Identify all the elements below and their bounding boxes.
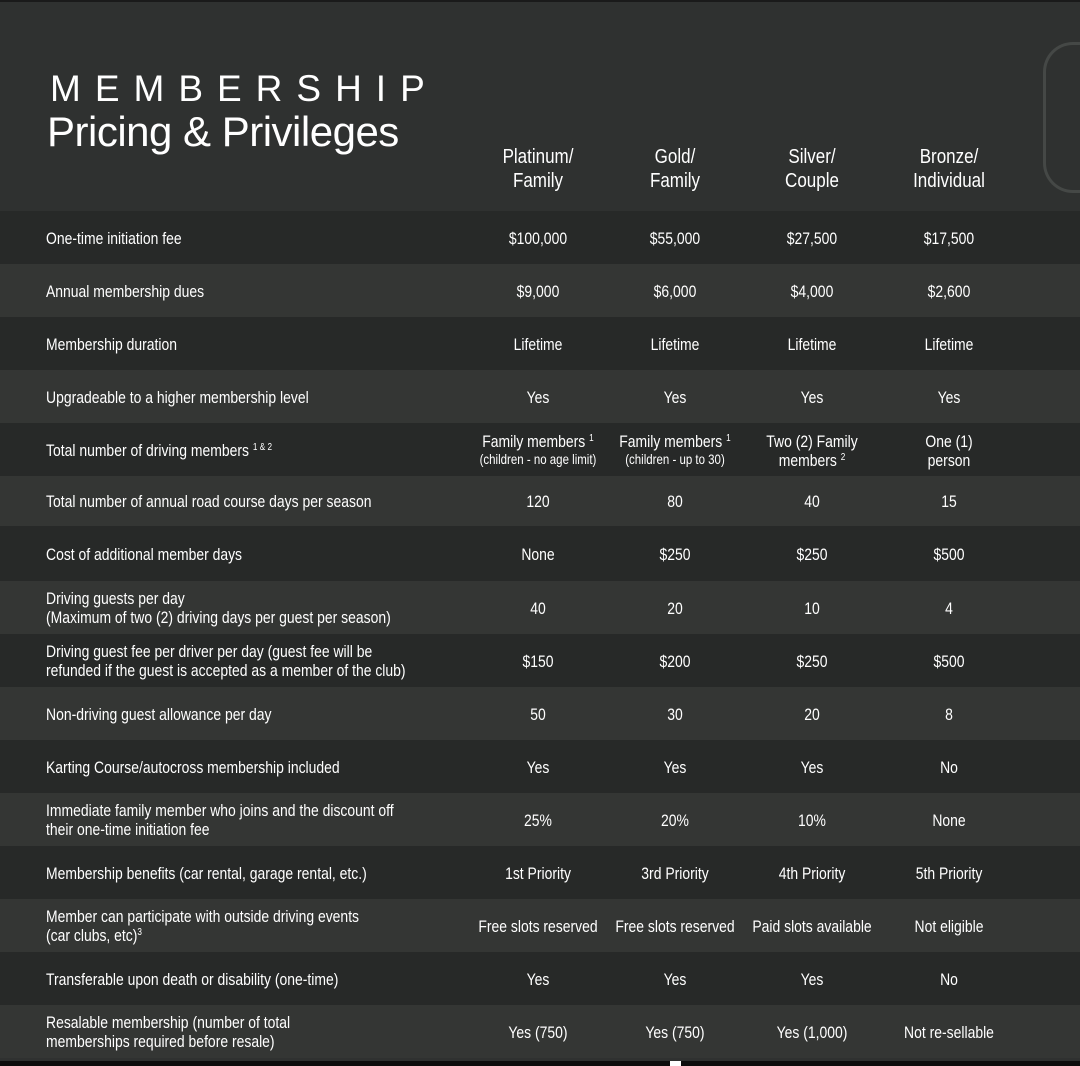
cell-gold: $6,000 — [653, 281, 697, 301]
row-label: Annual membership dues — [46, 281, 205, 301]
table-row — [0, 1005, 1080, 1058]
table-row — [0, 581, 1080, 634]
cell-platinum: Yes — [526, 757, 550, 777]
cell-bronze: $500 — [933, 544, 965, 564]
row-label: Membership benefits (car rental, garage rental, etc.) — [46, 863, 367, 883]
table-row — [0, 526, 1080, 581]
cell-gold: $250 — [659, 544, 691, 564]
cell-silver: Two (2) Family members $^2$ — [766, 431, 858, 470]
cell-gold: Yes — [663, 969, 687, 989]
cell-bronze: 4 — [945, 598, 953, 618]
row-label: Non-driving guest allowance per day — [46, 704, 272, 724]
table-row — [0, 793, 1080, 846]
column-header-silver: Silver/ Couple — [785, 146, 839, 192]
cell-gold: Yes (750) — [645, 1022, 705, 1042]
column-header-platinum: Platinum/ Family — [502, 146, 574, 192]
cell-bronze: $2,600 — [927, 281, 971, 301]
row-label: Transferable upon death or disability (one-time) — [46, 969, 339, 989]
bottom-bar — [0, 1061, 1080, 1066]
cell-platinum: Yes — [526, 387, 550, 407]
cell-gold: 30 — [667, 704, 683, 724]
cell-silver: 10 — [804, 598, 820, 618]
cell-silver: Paid slots available — [752, 916, 872, 936]
column-header-gold: Gold/ Family — [649, 146, 701, 192]
row-label: Karting Course/autocross membership included — [46, 757, 340, 777]
cell-platinum: Free slots reserved — [478, 916, 598, 936]
cell-silver: $250 — [796, 651, 828, 671]
cell-bronze: Not re-sellable — [904, 1022, 994, 1042]
decorative-bracket — [1043, 42, 1080, 193]
cell-bronze: Not eligible — [914, 916, 984, 936]
cell-gold: Free slots reserved — [615, 916, 735, 936]
table-row — [0, 423, 1080, 476]
cell-bronze: $17,500 — [923, 228, 975, 248]
row-label: Driving guest fee per driver per day (guest fee will be refunded if the guest is accepted as a member of the club) — [46, 641, 406, 680]
cell-bronze: Yes — [937, 387, 961, 407]
cell-platinum: Yes — [526, 969, 550, 989]
table-row — [0, 846, 1080, 899]
cell-silver: 4th Priority — [778, 863, 846, 883]
table-row — [0, 952, 1080, 1005]
cell-gold: Yes — [663, 387, 687, 407]
cell-gold: 20 — [667, 598, 683, 618]
row-label: Upgradeable to a higher membership level — [46, 387, 309, 407]
row-label: Total number of driving members $^{1 \& 2}$ — [46, 440, 273, 460]
table-row — [0, 370, 1080, 423]
cell-gold: 3rd Priority — [641, 863, 709, 883]
row-label: Immediate family member who joins and the discount off their one-time initiation fee — [46, 800, 394, 839]
table-row — [0, 634, 1080, 687]
cell-bronze: Lifetime — [924, 334, 974, 354]
table-row — [0, 687, 1080, 740]
cell-gold: 80 — [667, 492, 683, 511]
cell-gold: $55,000 — [649, 228, 701, 248]
title-membership: MEMBERSHIP — [50, 68, 439, 109]
cell-silver: Yes (1,000) — [776, 1022, 848, 1042]
table-row — [0, 317, 1080, 370]
cell-bronze: 15 — [941, 492, 957, 511]
row-label: One-time initiation fee — [46, 228, 182, 248]
cell-bronze: No — [940, 757, 958, 777]
row-label: Member can participate with outside driving events (car clubs, etc)$^3$ — [46, 906, 360, 945]
cell-silver: Yes — [800, 757, 824, 777]
cell-platinum: 1st Priority — [505, 863, 571, 883]
cell-bronze: $500 — [933, 651, 965, 671]
cell-bronze: No — [940, 969, 958, 989]
cell-silver: Lifetime — [787, 334, 837, 354]
cell-bronze: 8 — [945, 704, 953, 724]
cell-platinum: Yes (750) — [508, 1022, 568, 1042]
title-pricing-privileges: Pricing & Privileges — [47, 108, 399, 155]
row-label: Driving guests per day (Maximum of two (2) driving days per guest per season) — [46, 588, 391, 627]
cell-silver: Yes — [800, 387, 824, 407]
cell-silver: 40 — [804, 492, 820, 511]
top-border — [0, 0, 1080, 2]
table-row — [0, 476, 1080, 526]
cell-platinum: 25% — [524, 810, 552, 830]
row-label: Membership duration — [46, 334, 177, 354]
cell-platinum: $100,000 — [508, 228, 568, 248]
row-label: Resalable membership (number of total memberships required before resale) — [46, 1012, 291, 1051]
cell-platinum: 120 — [526, 492, 550, 511]
cell-silver: $250 — [796, 544, 828, 564]
cell-gold: $200 — [659, 651, 691, 671]
cell-silver: $4,000 — [790, 281, 834, 301]
cell-gold: Family members $^1$ (children - up to 30) — [619, 431, 731, 467]
cell-silver: 20 — [804, 704, 820, 724]
progress-indicator — [670, 1061, 681, 1066]
cell-silver: Yes — [800, 969, 824, 989]
pricing-table — [0, 211, 1080, 1058]
table-row — [0, 899, 1080, 952]
cell-silver: 10% — [798, 810, 826, 830]
table-row — [0, 211, 1080, 264]
cell-bronze: 5th Priority — [915, 863, 983, 883]
cell-gold: 20% — [661, 810, 689, 830]
cell-silver: $27,500 — [786, 228, 838, 248]
row-label: Cost of additional member days — [46, 544, 243, 564]
cell-platinum: Lifetime — [513, 334, 563, 354]
cell-platinum: 50 — [530, 704, 546, 724]
cell-platinum: 40 — [530, 598, 546, 618]
cell-platinum: Family members $^1$ (children - no age limit) — [479, 431, 597, 467]
table-row — [0, 264, 1080, 317]
cell-platinum: $9,000 — [516, 281, 560, 301]
cell-bronze: One (1) person — [925, 431, 973, 470]
row-label: Total number of annual road course days per season — [46, 492, 372, 511]
cell-platinum: $150 — [522, 651, 554, 671]
cell-bronze: None — [932, 810, 966, 830]
cell-gold: Yes — [663, 757, 687, 777]
cell-platinum: None — [521, 544, 555, 564]
column-header-bronze: Bronze/ Individual — [913, 146, 985, 192]
cell-gold: Lifetime — [650, 334, 700, 354]
table-row — [0, 740, 1080, 793]
